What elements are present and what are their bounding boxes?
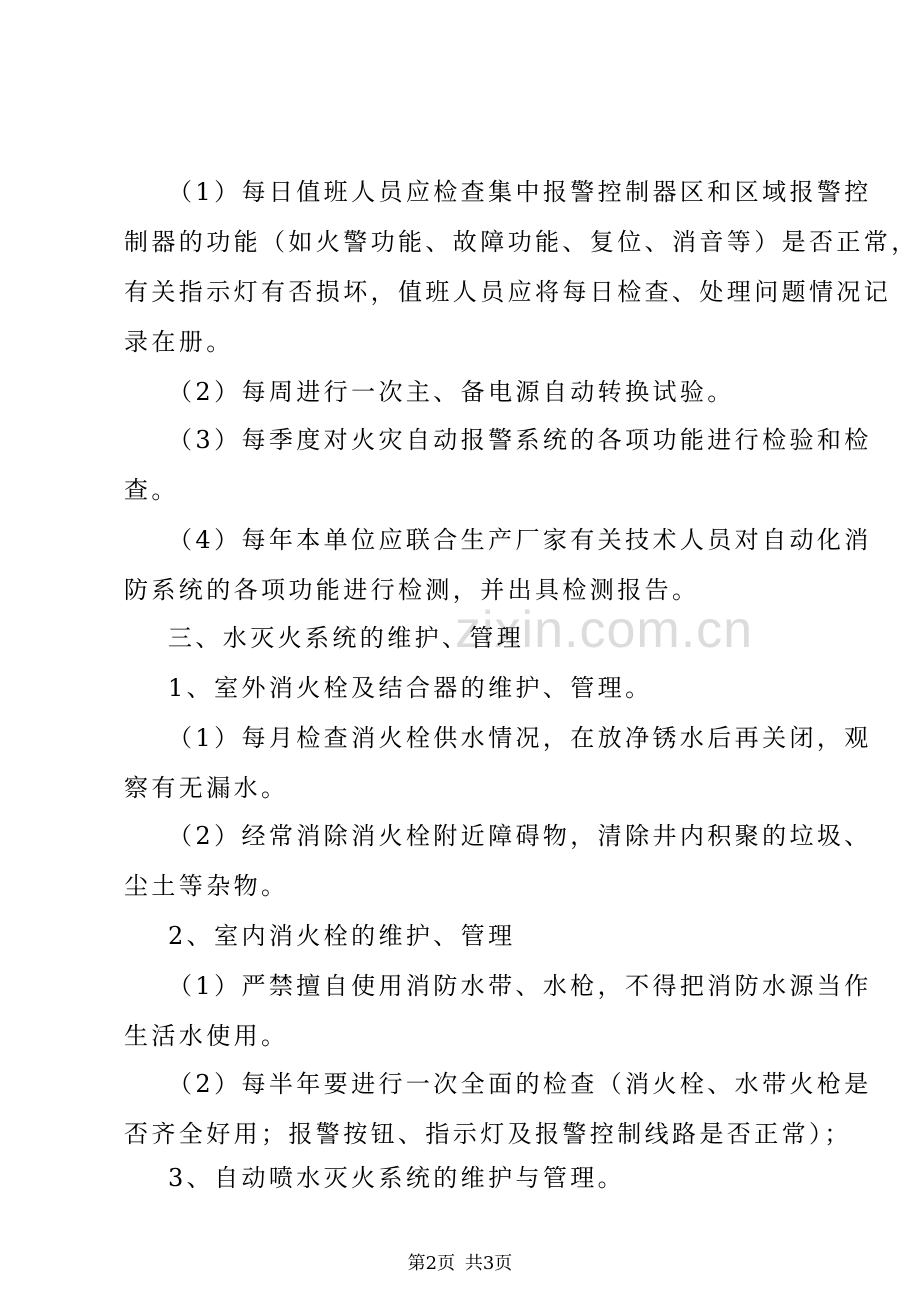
text-line: 尘土等杂物。 xyxy=(124,872,289,900)
text-line: （3）每季度对火灾自动报警系统的各项功能进行检验和检 xyxy=(168,426,872,454)
text-line: （1）每日值班人员应检查集中报警控制器区和区域报警控 xyxy=(168,178,872,206)
text-line: 生活水使用。 xyxy=(124,1022,289,1050)
watermark: zixin.com.cn xyxy=(455,601,754,659)
text-line: 查。 xyxy=(124,476,179,504)
text-line: 有关指示灯有否损坏，值班人员应将每日检查、处理问题情况记 xyxy=(124,278,892,306)
subsection-heading: 3、自动喷水灭火系统的维护与管理。 xyxy=(168,1164,626,1192)
text-line: （4）每年本单位应联合生产厂家有关技术人员对自动化消 xyxy=(168,526,872,554)
text-line: 录在册。 xyxy=(124,328,234,356)
section-heading: 三、水灭火系统的维护、管理 xyxy=(168,624,525,652)
current-page-number: 第2页 xyxy=(407,1253,456,1274)
text-line: 制器的功能（如火警功能、故障功能、复位、消音等）是否正常， xyxy=(124,228,919,256)
text-line: 防系统的各项功能进行检测，并出具检测报告。 xyxy=(124,576,700,604)
text-line: （2）每周进行一次主、备电源自动转换试验。 xyxy=(168,378,735,406)
subsection-heading: 1、室外消火栓及结合器的维护、管理。 xyxy=(168,674,653,702)
page-footer xyxy=(0,1252,920,1276)
text-line: （1）严禁擅自使用消防水带、水枪，不得把消防水源当作 xyxy=(168,972,872,1000)
total-pages: 共3页 xyxy=(464,1253,513,1274)
text-line: （2）每半年要进行一次全面的检查（消火栓、水带火枪是 xyxy=(168,1070,872,1098)
text-line: （2）经常消除消火栓附近障碍物，清除井内积聚的垃圾、 xyxy=(168,822,872,850)
text-line: 否齐全好用；报警按钮、指示灯及报警控制线路是否正常）； xyxy=(124,1120,852,1148)
text-line: （1）每月检查消火栓供水情况，在放净锈水后再关闭，观 xyxy=(168,724,872,752)
subsection-heading: 2、室内消火栓的维护、管理 xyxy=(168,922,516,950)
text-line: 察有无漏水。 xyxy=(124,774,289,802)
